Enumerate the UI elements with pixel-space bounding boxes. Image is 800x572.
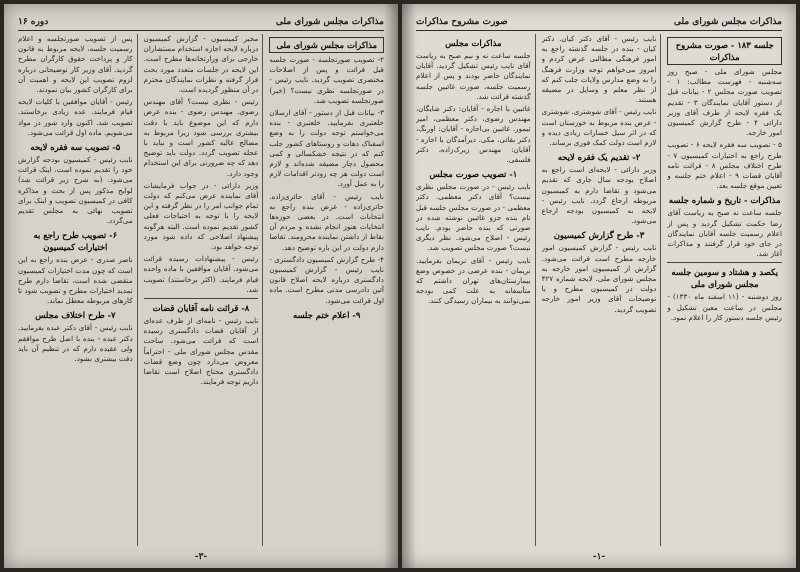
section-heading: ۲- تقدیم یک فقره لایحه (557, 152, 641, 163)
right-page-header (416, 14, 782, 31)
paragraph: پس از تصویب صورتجلسه و اعلام رسمیت جلسه، لایحه مربوط به قانون کار و پرداخت حقوق کارگران مطرح گردید. آقای وزیر کار توضیحاتی درباره لزوم تصویب این لایحه و اهمیت آن برای کارگران کشور بیان نمودند. (17, 34, 133, 95)
section-heading: ۱- تصویب صورت مجلس (429, 169, 518, 180)
paragraph: نایب رئیس - کمیسیون بودجه گزارش خود را تقدیم نموده است، اینک قرائت می‌شود. (به شرح زیر قرائت شد) لوایح مذکور پس از بحث و مذاکره کافی در کمیسیون تصویب و اینک برای تصویب نهائی به مجلس تقدیم می‌گردد. (17, 155, 133, 226)
column-heading: جلسه ۱۸۳ - صورت مشروح مذاکرات (667, 37, 782, 65)
right-page-columns (416, 34, 782, 546)
paragraph: مجلس شورای ملی - صبح روز سه‌شنبه - فهرست مطالب: ۱ - تصویب صورت مجلس ۲ - بیانات قبل از دستور آقایان نمایندگان ۳ - تقدیم یک فقره لایحه از طرف آقای وزیر دارائی ۴ - طرح گزارش کمیسیون امور خارجه. (667, 67, 782, 138)
paragraph: روز دوشنبه - (۱۱ اسفند ماه ۱۳۳۰) - مجلس در ساعت معین تشکیل و رئیس جلسه دستور کار را اعلام نمود. (667, 292, 782, 322)
right-page-number: -١- (592, 552, 606, 562)
paragraph: رئیس - پیشنهادات رسیده قرائت می‌شود. آقایان موافقین با ماده واحده قیام فرمایند. (اکثر برخاستند) تصویب شد. (143, 254, 259, 294)
paragraph: ناصر صدری - عرض بنده راجع به این است که چون مدت اختیارات کمیسیون منقضی شده است، تقاضا دارم طرح تمدید اختیارات مطرح و تصویب شود تا کارهای مربوطه معطل نماند. (17, 255, 133, 306)
paragraph: نایب رئیس - گزارش کمیسیون امور خارجه مطرح است قرائت می‌شود. گزارش از کمیسیون امور خارجه به مجلس شورای ملی. لایحه شماره ۴۲۷ دولت در کمیسیون مطرح و با توضیحات آقای وزیر امور خارجه تصویب گردید. (541, 243, 657, 314)
section-heading: مذاکرات مجلس (445, 38, 502, 48)
left-page-number: -٣- (194, 552, 208, 562)
left-page-session: دوره ۱۶ (18, 17, 49, 27)
right-page-column-3 (416, 34, 536, 546)
left-page-title: مذاکرات مجلس شورای ملی (275, 17, 384, 27)
document-spread (4, 4, 796, 568)
left-page-gutter-shadow (384, 4, 398, 568)
left-page (4, 4, 398, 568)
section-heading: ۶- تصویب طرح راجع به اختیارات کمیسیون (33, 230, 118, 253)
right-page-title: مذاکرات مجلس شورای ملی (673, 17, 782, 27)
paragraph: جلسه ساعت نه و نیم صبح به ریاست آقای نایب رئیس تشکیل گردید. آقایان نمایندگان حاضر بودند و پس از اعلام رسمیت جلسه، صورت غائبین جلسه گذشته قرائت شد. (415, 51, 531, 101)
paragraph: نایب رئیس - آقای دکتر کیان. دکتر کیان - بنده در جلسه گذشته راجع به امور فرهنگی مطالبی عرض کردم و امروز می‌خواهم توجه وزارت فرهنگ را به وضع مدارس ولایات جلب کنم که از نظر معلم و وسایل در مضیقه هستند. (541, 34, 657, 105)
right-page (402, 4, 796, 568)
column-heading: مذاکرات مجلس شورای ملی (269, 37, 384, 53)
paragraph: ۳- بیانات قبل از دستور - آقای ارسلان خلعتبری بفرمایید. خلعتبری - بنده می‌خواستم توجه دولت را به وضع اسفناک دهات و روستاهای کشور جلب کنم که در نتیجه خشکسالی و کمی محصول دچار مضیقه شده‌اند و لازم است دولت هر چه زودتر اقدامات لازم را به عمل آورد. (269, 108, 384, 189)
paragraph: نایب رئیس - آقای نریمان بفرمایید. نریمان - بنده عرضی در خصوص وضع بیمارستان‌های تهران داشتم که متأسفانه به علت کمی بودجه نمی‌توانند به بیماران رسیدگی کنند. (415, 255, 531, 306)
paragraph: نایب رئیس - در صورت مجلس نظری نیست؟ آقای دکتر معظمی. دکتر معظمی - در صورت مجلس جلسه قبل نام بنده جزو غائبین نوشته شده در صورتی که بنده حاضر بودم. نایب رئیس - اصلاح می‌شود. نظر دیگری نیست؟ صورت مجلس تصویب شد. (415, 182, 531, 253)
right-page-gutter-shadow (402, 4, 416, 568)
divider (667, 262, 782, 263)
section-heading: ۸- قرائت نامه آقایان قضات (152, 303, 250, 314)
paragraph: ۴- طرح گزارش کمیسیون دادگستری - نایب رئیس - گزارش کمیسیون دادگستری درباره لایحه اصلاح قانون آئین دادرسی مدنی مطرح است. ماده اول قرائت می‌شود. (269, 254, 384, 305)
right-page-column-2 (542, 34, 662, 546)
section-heading: مذاکرات - تاریخ و شماره جلسه (668, 195, 781, 206)
section-heading: ۵- تصویب سه فقره لایحه (30, 142, 121, 153)
paragraph: غائبین با اجازه - آقایان: دکتر شایگان، مهندس رضوی، دکتر معظمی، امیر تیمور. غائبین بی‌اجازه - آقایان: اورنگ، دکتر بقائی، مکی. دیرآمدگان با اجازه - آقایان: مهندس زیرک‌زاده، دکتر فلسفی. (415, 104, 531, 165)
section-heading: ۳- طرح گزارش کمیسیون (553, 230, 645, 241)
paragraph: نایب رئیس - آقای حائری‌زاده. حائری‌زاده - عرض بنده راجع به انتخابات است. در بعضی حوزه‌ها انتخابات هنوز انجام نشده و مردم آن نقاط از داشتن نماینده محرومند. تقاضا دارم دولت در این باره توضیح دهد. (269, 191, 384, 252)
left-page-header (18, 14, 384, 31)
paragraph: وزیر دارائی - لایحه‌ای است راجع به اصلاح بودجه سال جاری که تقدیم می‌شود و تقاضا دارم به کمیسیون مربوطه ارجاع گردد. نایب رئیس - لایحه به کمیسیون بودجه ارجاع می‌شود. (541, 165, 657, 226)
paragraph: وزیر دارائی - در جواب فرمایشات آقای نماینده عرض می‌کنم که دولت تمام جوانب امر را در نظر گرفته و این لایحه را با توجه به احتیاجات فعلی کشور تقدیم نموده است. البته هرگونه پیشنهاد اصلاحی که داده شود مورد توجه خواهد بود. (143, 180, 259, 252)
paragraph: نایب رئیس - نامه‌ای از طرف عده‌ای از آقایان قضات دادگستری رسیده است که قرائت می‌شود. ساحت مقدس مجلس شورای ملی - احتراماً معروض می‌دارد چون وضع قضات دادگستری محتاج اصلاح است تقاضا داریم توجه فرمایند. (143, 316, 259, 387)
paragraph: نایب رئیس - آقای شوشتری. شوشتری - عرض بنده مربوط به خوزستان است که در اثر سیل خسارات زیادی دیده و لازم است دولت کمک فوری برساند. (541, 107, 657, 148)
paragraph: جلسه ساعت نه صبح به ریاست آقای رضا حکمت تشکیل گردید و پس از اعلام رسمیت جلسه آقایان نمایندگان در جای خود قرار گرفتند و مذاکرات آغاز شد. (667, 208, 782, 259)
paragraph: رئیس - نظری نیست؟ آقای مهندس رضوی. مهندس رضوی - بنده عرض دارم که این موضوع باید با دقت بیشتری بررسی شود زیرا مربوط به مصالح عالیه کشور است و نباید با عجله تصویب گردد. دولت باید توضیح دهد که چه ضرورتی برای این استخدام وجود دارد. (143, 97, 259, 178)
right-page-session: صورت مشروح مذاکرات (416, 17, 508, 27)
left-page-column-1 (269, 34, 384, 546)
section-heading: یکصد و هشتاد و سومین جلسه مجلس شورای ملی (671, 267, 778, 290)
paragraph: رئیس - آقایان موافقین با کلیات لایحه قیام فرمایند. عده زیادی برخاستند. تصویب شد. اکنون وارد شور در مواد می‌شویم. ماده اول قرائت می‌شود. (17, 97, 133, 137)
section-heading: ۹- اعلام ختم جلسه (292, 309, 361, 320)
paragraph: مخبر کمیسیون - گزارش کمیسیون درباره لایحه اجازه استخدام مستشاران خارجی برای وزارتخانه‌ها مطرح است. این لایحه در جلسات متعدد مورد بحث قرار گرفته و نظرات نمایندگان محترم در آن منظور گردیده است. (143, 34, 259, 95)
right-page-column-1 (667, 34, 782, 546)
left-page-columns (18, 34, 384, 546)
paragraph: نایب رئیس - آقای دکتر عبده بفرمایید. دکتر عبده - بنده با اصل طرح موافقم ولی عقیده دارم که در تنظیم آن باید دقت بیشتری بشود. (17, 323, 133, 364)
section-heading: ۷- طرح اختلاف مجلس (35, 310, 116, 321)
divider (144, 298, 259, 299)
left-page-column-3 (18, 34, 138, 546)
paragraph: ۵ - تصویب سه فقره لایحه ۶ - تصویب طرح راجع به اختیارات کمیسیون ۷ - طرح اختلاف مجلس ۸ - قرائت نامه آقایان قضات ۹ - اعلام ختم جلسه و تعیین موقع جلسه بعد. (667, 140, 782, 191)
left-page-column-2 (144, 34, 264, 546)
paragraph: ۲- تصویب صورتجلسه - صورت جلسه قبل قرائت و پس از اصلاحات مختصری تصویب گردید. نایب رئیس - در صورتجلسه نظری نیست؟ (خیر) صورتجلسه تصویب شد. (269, 55, 384, 105)
